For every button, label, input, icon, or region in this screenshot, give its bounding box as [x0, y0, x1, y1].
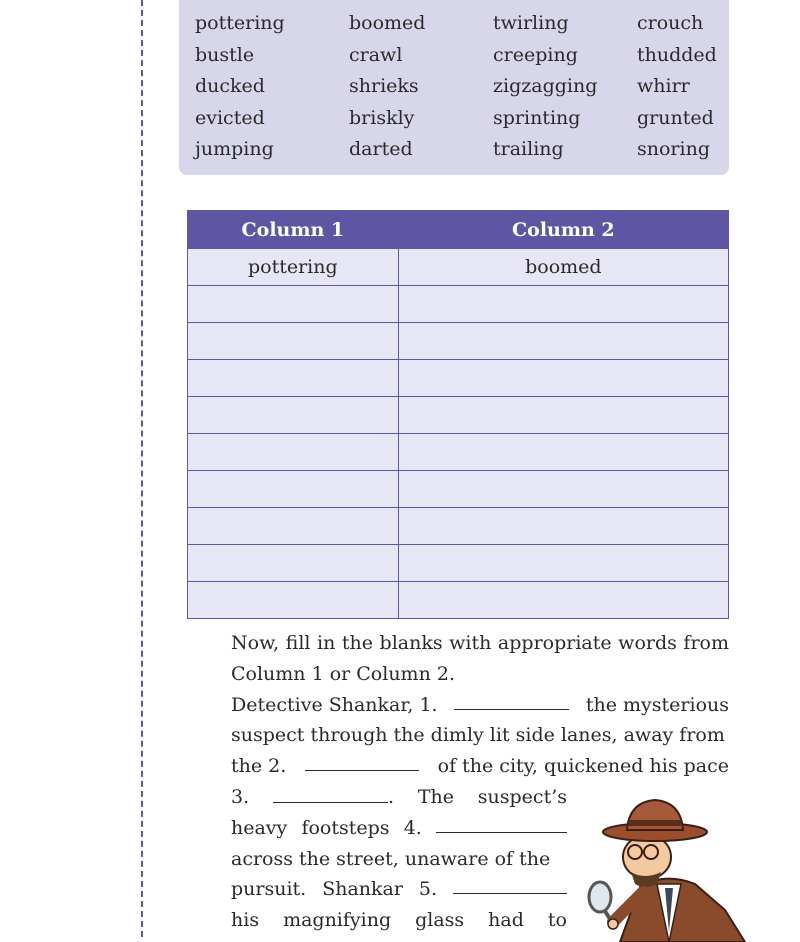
word-item: grunted [637, 106, 714, 129]
column-2-cell[interactable] [398, 545, 728, 582]
word-item: trailing [493, 138, 564, 160]
table-row [188, 286, 729, 323]
word-grid [195, 12, 737, 170]
column-2-cell[interactable] [398, 360, 728, 397]
table-row [188, 471, 729, 508]
passage-text: to [547, 909, 567, 932]
table-row [188, 508, 729, 545]
passage-text: of the city, quickened his pace [437, 755, 729, 778]
table-row [188, 545, 729, 582]
passage-line-6 [231, 844, 567, 875]
column-2-cell[interactable] [398, 471, 728, 508]
word-item: snoring [637, 138, 710, 160]
column-1-cell[interactable] [188, 434, 399, 471]
word-item: zigzagging [493, 75, 598, 97]
passage-line-3 [231, 751, 729, 782]
passage-text: The [417, 785, 454, 808]
word-item: evicted [195, 106, 265, 129]
passage-text: 5. [418, 878, 438, 901]
detective-illustration [585, 792, 755, 942]
column-2-cell[interactable] [398, 508, 728, 545]
passage-line-1 [231, 690, 729, 721]
passage-text: glass [415, 909, 465, 932]
word-item: ducked [195, 75, 265, 97]
table-header-row [188, 211, 729, 249]
word-box [179, 0, 729, 175]
column-2-cell[interactable] [398, 323, 728, 360]
passage-text: magnifying [283, 909, 392, 932]
passage-line-4 [231, 782, 567, 813]
word-item: thudded [637, 43, 717, 66]
passage-line-7 [231, 874, 567, 905]
word-item: twirling [493, 12, 569, 34]
word-item: darted [349, 138, 413, 160]
passage-text: the mysterious [585, 693, 729, 716]
column-1-cell[interactable] [188, 508, 399, 545]
word-item: jumping [195, 138, 274, 160]
passage-text: across the street, unaware of the [231, 847, 551, 870]
column-2-cell[interactable] [398, 582, 728, 619]
column-1-header: Column 1 [188, 211, 399, 249]
word-item: boomed [349, 12, 426, 34]
word-item: sprinting [493, 106, 581, 129]
passage-text: the 2. [231, 755, 287, 778]
passage-text: 4. [403, 816, 422, 839]
passage-text: 3. [231, 785, 250, 808]
instruction [231, 628, 729, 690]
table-row [188, 323, 729, 360]
table-row [188, 360, 729, 397]
blank-5[interactable] [453, 874, 567, 894]
column-1-cell[interactable] [188, 471, 399, 508]
blank-3[interactable] [273, 783, 388, 803]
instruction-line-1: Now, fill in the blanks with appropriate words from [231, 632, 729, 654]
word-item: briskly [349, 106, 415, 129]
passage-text: suspect through the dimly lit side lanes, away from [231, 724, 725, 747]
table-row [188, 249, 729, 286]
passage-text: had [488, 909, 524, 932]
instruction-line-2: Column 1 or Column 2. [231, 662, 455, 685]
column-1-cell[interactable] [188, 545, 399, 582]
column-1-cell[interactable] [188, 360, 399, 397]
margin-dashed-line [141, 0, 143, 937]
column-1-cell: pottering [188, 249, 399, 286]
column-1-cell[interactable] [188, 582, 399, 619]
column-1-cell[interactable] [188, 397, 399, 434]
passage-text: footsteps [301, 816, 390, 839]
table-row [188, 434, 729, 471]
word-item: shrieks [349, 75, 419, 97]
passage-text: Detective Shankar, 1. [231, 693, 438, 716]
column-1-cell[interactable] [188, 286, 399, 323]
sorting-table [187, 210, 729, 619]
passage-line-5 [231, 813, 567, 844]
word-item: whirr [637, 75, 690, 97]
passage-text: his [231, 909, 260, 932]
word-item: bustle [195, 43, 255, 66]
word-item: pottering [195, 12, 285, 34]
column-2-header: Column 2 [398, 211, 728, 249]
column-2-cell[interactable] [398, 434, 728, 471]
blank-4[interactable] [436, 813, 567, 833]
blank-1[interactable] [454, 690, 569, 710]
word-item: crawl [349, 43, 403, 66]
passage-line-8 [231, 905, 567, 936]
passage-text: pursuit. [231, 878, 307, 901]
column-1-cell[interactable] [188, 323, 399, 360]
table-row [188, 582, 729, 619]
word-item: crouch [637, 12, 704, 34]
column-2-cell: boomed [398, 249, 728, 286]
passage-line-2 [231, 720, 729, 751]
passage-text: suspect’s [477, 785, 567, 808]
passage-text: heavy [231, 816, 288, 839]
table-row [188, 397, 729, 434]
passage-text: . [387, 785, 394, 808]
passage-text: Shankar [322, 878, 403, 901]
blank-2[interactable] [305, 751, 419, 771]
word-item: creeping [493, 43, 578, 66]
column-2-cell[interactable] [398, 397, 728, 434]
column-2-cell[interactable] [398, 286, 728, 323]
